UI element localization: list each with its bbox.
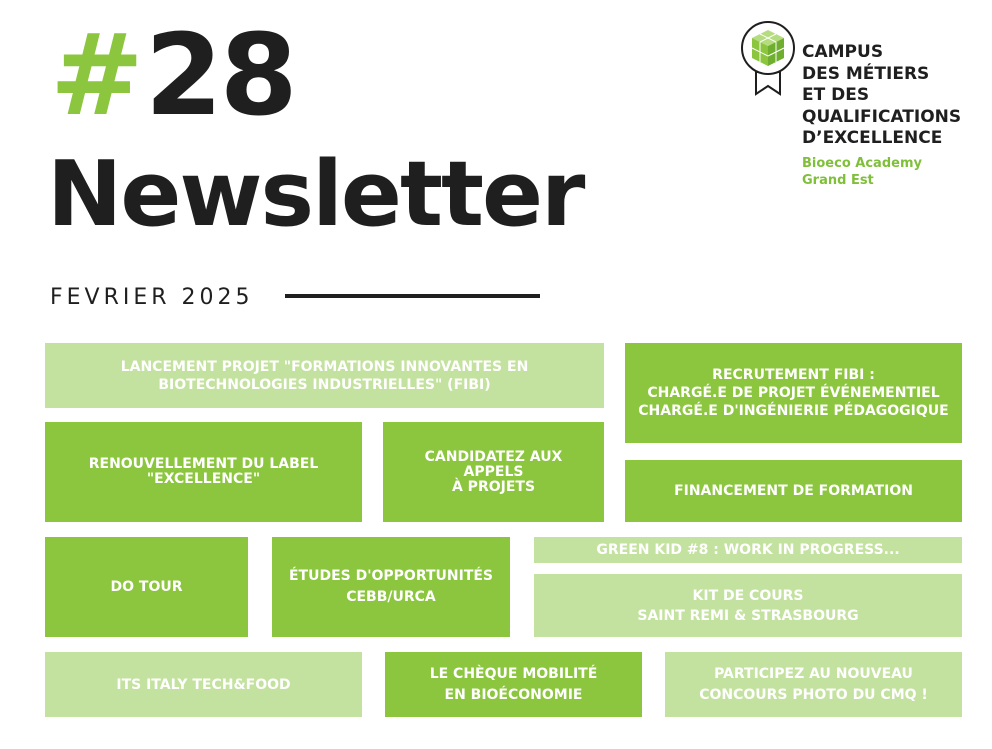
tile-opportunity-studies[interactable]: ÉTUDES D'OPPORTUNITÉS CEBB/URCA [272,537,510,637]
issue-hash: # [50,11,141,141]
date-divider [285,294,540,298]
issue-number [50,11,295,141]
newsletter-title: Newsletter [47,142,584,247]
tile-its-italy[interactable]: ITS ITALY TECH&FOOD [45,652,362,717]
tile-fibi-recruitment[interactable]: RECRUTEMENT FIBI : CHARGÉ.E DE PROJET ÉVÉNEMENTIEL CHARGÉ.E D'INGÉNIERIE PÉDAGOGIQUE [625,343,962,443]
issue-number-value: 28 [144,11,295,141]
tile-green-kid[interactable]: GREEN KID #8 : WORK IN PROGRESS... [534,537,962,563]
tile-training-funding[interactable]: FINANCEMENT DE FORMATION [625,460,962,522]
tile-course-kit[interactable]: KIT DE COURS SAINT REMI & STRASBOURG [534,574,962,637]
tile-photo-contest[interactable]: PARTICIPEZ AU NOUVEAU CONCOURS PHOTO DU CMQ ! [665,652,962,717]
tile-do-tour[interactable]: DO TOUR [45,537,248,637]
tile-calls-for-projects[interactable]: CANDIDATEZ AUX APPELS À PROJETS [383,422,604,522]
tile-label-renewal[interactable]: RENOUVELLEMENT DU LABEL "EXCELLENCE" [45,422,362,522]
tile-fibi-launch[interactable]: LANCEMENT PROJET "FORMATIONS INNOVANTES EN BIOTECHNOLOGIES INDUSTRIELLES" (FIBI) [45,343,604,408]
tile-mobility-check[interactable]: LE CHÈQUE MOBILITÉ EN BIOÉCONOMIE [385,652,642,717]
logo-subtitle: Bioeco Academy Grand Est [802,156,922,188]
cmq-logo [740,20,970,200]
newsletter-date: FEVRIER 2025 [50,285,254,310]
logo-text: CAMPUS DES MÉTIERS ET DES QUALIFICATIONS D’EXCELLENCE [802,42,962,148]
cube-badge-icon [740,20,800,100]
